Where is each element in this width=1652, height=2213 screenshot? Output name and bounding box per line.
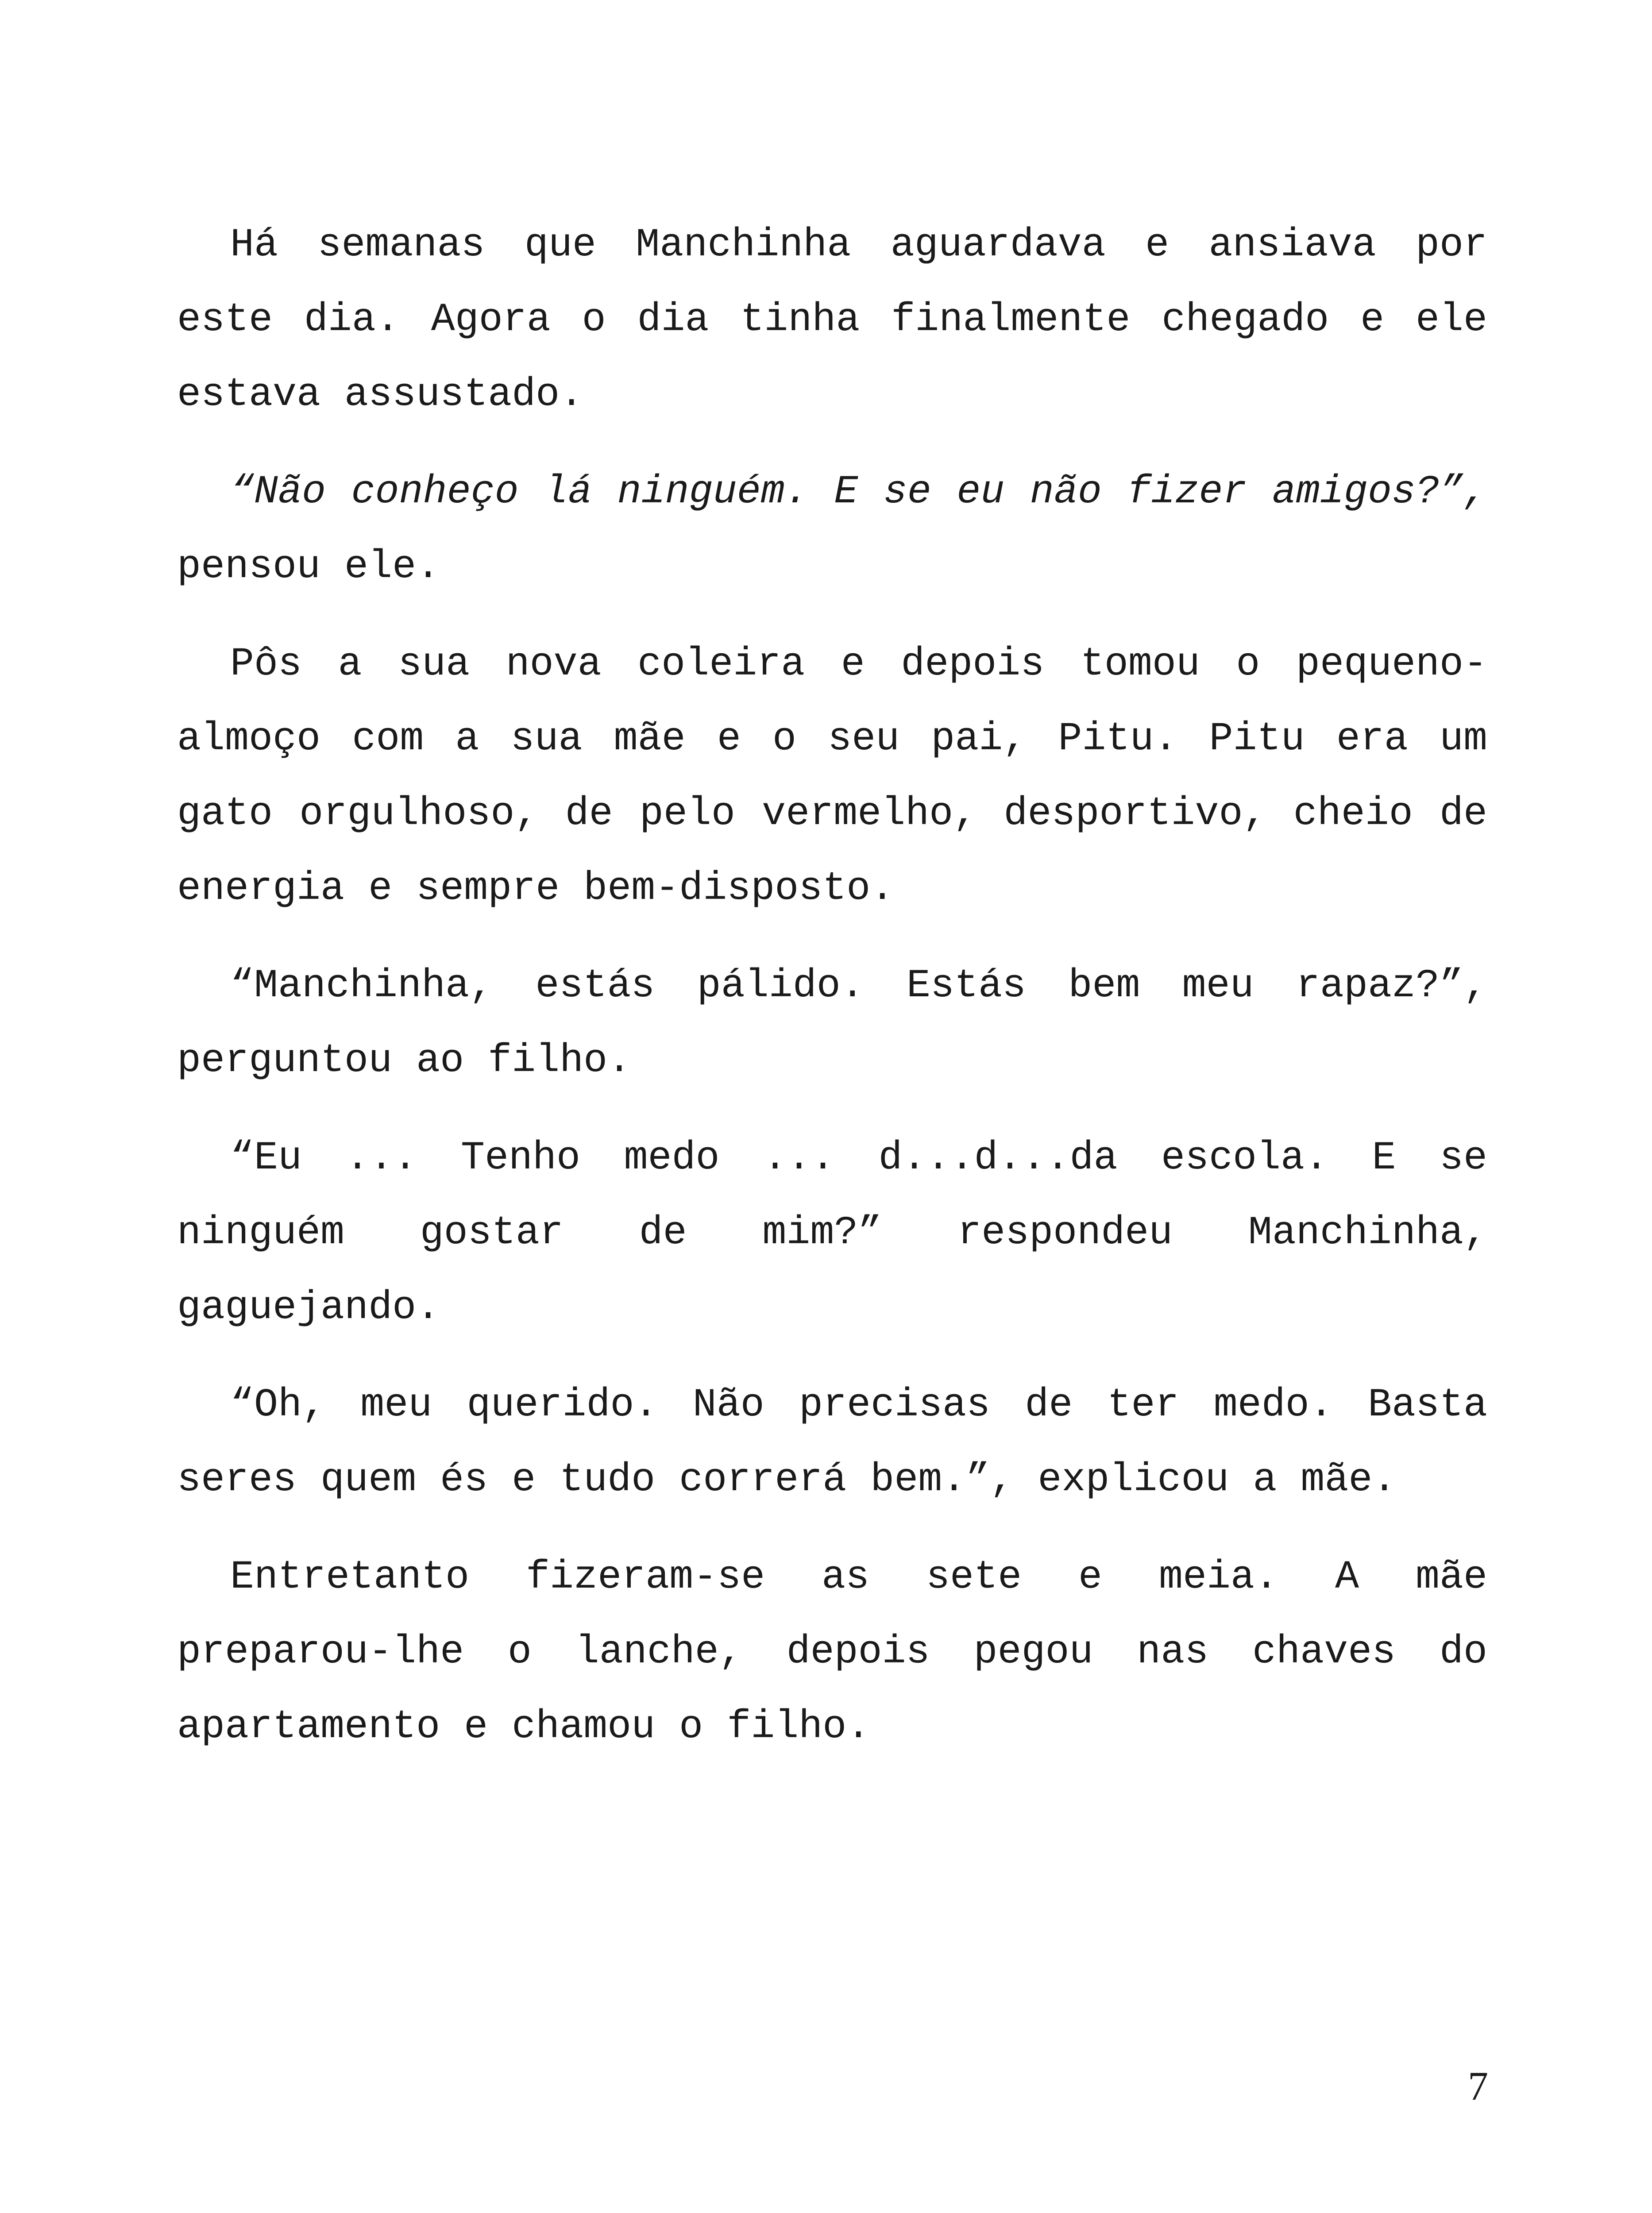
- paragraph-6: [177, 1368, 1487, 1518]
- paragraph-7-text: Entretanto fizeram-se as sete e meia. A mãe preparou-lhe o lanche, depois pegou nas chaves do apartamento e chamou o filho.: [177, 1555, 1487, 1750]
- paragraph-5-text: “Eu ... Tenho medo ... d...d...da escola. E se ninguém gostar de mim?” respondeu Manchinha, gaguejando.: [177, 1136, 1487, 1330]
- paragraph-2-text: pensou ele.: [177, 544, 440, 590]
- paragraph-2-italic-thought: “Não conheço lá ninguém. E se eu não fizer amigos?”,: [230, 470, 1487, 515]
- paragraph-3-text: Pôs a sua nova coleira e depois tomou o pequeno-almoço com a sua mãe e o seu pai, Pitu. Pitu era um gato orgulhoso, de pelo vermelho, desportivo, cheio de energia e sempre bem-disposto.: [177, 642, 1487, 911]
- body-text: [177, 208, 1487, 1787]
- paragraph-1: [177, 208, 1487, 432]
- paragraph-4-text: “Manchinha, estás pálido. Estás bem meu rapaz?”, perguntou ao filho.: [177, 964, 1487, 1083]
- paragraph-4: [177, 949, 1487, 1099]
- paragraph-2: [177, 455, 1487, 605]
- paragraph-7: [177, 1540, 1487, 1765]
- paragraph-3: [177, 627, 1487, 926]
- paragraph-6-text: “Oh, meu querido. Não precisas de ter medo. Basta seres quem és e tudo correrá bem.”, explicou a mãe.: [177, 1383, 1487, 1503]
- paragraph-5: [177, 1121, 1487, 1346]
- paragraph-1-text: Há semanas que Manchinha aguardava e ansiava por este dia. Agora o dia tinha finalmente chegado e ele estava assustado.: [177, 223, 1487, 417]
- page-number: 7: [1468, 2063, 1488, 2109]
